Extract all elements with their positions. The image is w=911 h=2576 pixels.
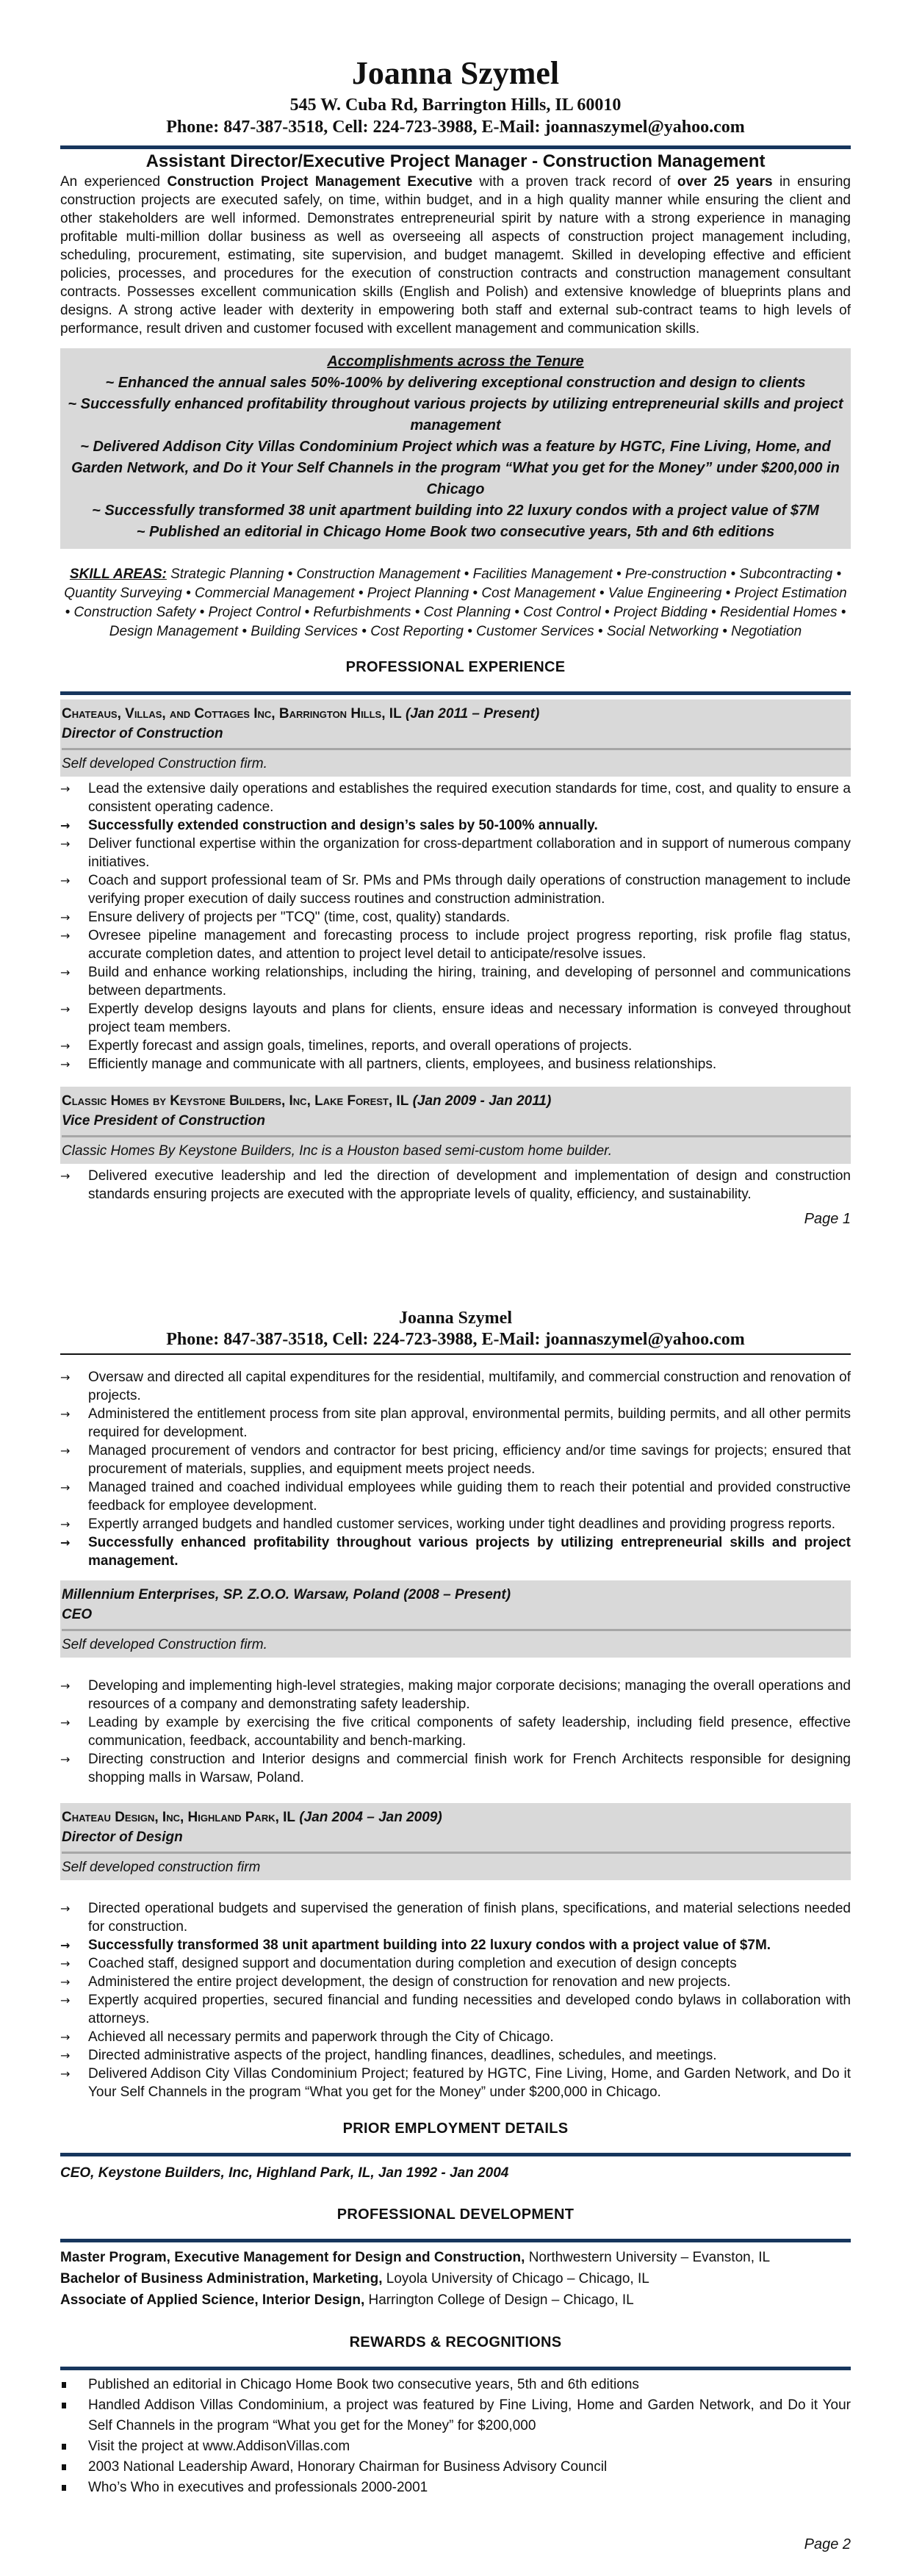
candidate-name: Joanna Szymel: [398, 1309, 512, 1328]
header-divider: [60, 1353, 851, 1355]
job-company: Millennium Enterprises, SP. Z.O.O. Warsaw, Poland (2008 – Present): [62, 1587, 511, 1602]
list-item: → Delivered Addison City Villas Condominium Project; featured by HGTC, Fine Living, Home, and Garden Network, and Do it Your Self Channels in the program “What you get for the Money” under $200,000 in Chicago.: [60, 2066, 851, 2100]
headline: Assistant Director/Executive Project Manager - Construction Management: [145, 151, 766, 171]
square-bullet-icon: [62, 2403, 66, 2408]
skill-areas: [60, 565, 851, 641]
accomplishments-title: Accomplishments across the Tenure: [327, 353, 584, 370]
candidate-name: Joanna Szymel: [351, 55, 560, 91]
job-dates: (Jan 2004 – Jan 2009): [299, 1810, 442, 1825]
job-title: Director of Design: [62, 1830, 183, 1845]
section-divider: [60, 2239, 851, 2242]
school: Harrington College of Design – Chicago, IL: [364, 2292, 634, 2308]
job-title: CEO: [62, 1607, 93, 1622]
arrow-icon: →: [60, 1536, 71, 1550]
degree: Master Program, Executive Management for Design and Construction,: [60, 2250, 525, 2265]
list-item: → Developing and implementing high-level strategies, making major corporate decisions; managing the overall operations and resources of a company and demonstrating safety leadership.: [60, 1678, 851, 1712]
arrow-icon: →: [60, 929, 71, 943]
arrow-icon: →: [60, 1057, 71, 1071]
list-item: → Successfully enhanced profitability throughout various projects by utilizing entrepreneurial skills and project management.: [60, 1535, 851, 1569]
education-item: [60, 2268, 851, 2289]
arrow-icon: →: [60, 1517, 71, 1531]
job-description: Self developed construction firm: [62, 1860, 261, 1875]
job-bullets: [60, 1899, 851, 2101]
job-bullets: [60, 1368, 851, 1570]
square-bullet-icon: [62, 2382, 66, 2388]
arrow-icon: →: [60, 1957, 71, 1971]
square-bullet-icon: [62, 2464, 66, 2470]
list-item: → Administered the entire project development, the design of construction for renovation and new projects.: [60, 1974, 731, 1990]
list-item: → Directing construction and Interior designs and commercial finish work for French Architects responsible for designing shopping malls in Warsaw, Poland.: [60, 1752, 851, 1785]
arrow-icon: →: [60, 1169, 71, 1183]
arrow-icon: →: [60, 1716, 71, 1730]
list-item: → Oversaw and directed all capital expenditures for the residential, multifamily, and commercial construction and renovation of projects.: [60, 1370, 851, 1403]
arrow-icon: →: [60, 1481, 71, 1494]
list-item: → Expertly arranged budgets and handled customer services, working under tight deadlines and providing progress reports.: [60, 1517, 836, 1532]
contact-line: Phone: 847-387-3518, Cell: 224-723-3988, E-Mail: joannaszymel@yahoo.com: [166, 118, 745, 137]
arrow-icon: →: [60, 965, 71, 979]
accomplishment-item: ~ Delivered Addison City Villas Condominium Project which was a feature by HGTC, Fine Living, Home, and Garden Network, and Do it Your Self Channels in the program “What you get for the Money” under $200,000 in Chicago: [71, 439, 840, 497]
list-item: → Ensure delivery of projects per "TCQ" (time, cost, quality) standards.: [60, 910, 511, 925]
page-number: Page 2: [804, 2536, 851, 2552]
page-number: Page 1: [804, 1211, 851, 1227]
section-divider: [60, 691, 851, 695]
job-separator: [62, 1852, 851, 1854]
arrow-icon: →: [60, 874, 71, 888]
arrow-icon: →: [60, 2048, 71, 2062]
arrow-icon: →: [60, 1752, 71, 1766]
address: 545 W. Cuba Rd, Barrington Hills, IL 60010: [289, 96, 622, 115]
degree: Bachelor of Business Administration, Marketing,: [60, 2271, 383, 2287]
list-item: → Managed procurement of vendors and contractor for best pricing, efficiency and/or time savings for projects; ensured that procurement of materials, supplies, and equipment meets project needs.: [60, 1443, 851, 1477]
list-item: Visit the project at www.AddisonVillas.com: [60, 2436, 851, 2457]
list-item: → Expertly acquired properties, secured financial and funding necessities and developed condo bylaws in collaboration with attorneys.: [60, 1993, 851, 2026]
job-separator: [62, 748, 851, 750]
list-item: → Successfully extended construction and design’s sales by 50-100% annually.: [60, 818, 598, 833]
arrow-icon: →: [60, 1370, 71, 1384]
job-company: Chateaus, Villas, and Cottages Inc, Barrington Hills, IL: [62, 706, 402, 722]
accomplishments-box: [60, 348, 851, 549]
education-item: [60, 2247, 851, 2268]
section-title-development: PROFESSIONAL DEVELOPMENT: [336, 2206, 575, 2223]
list-item: → Coached staff, designed support and documentation during completion and execution of design concepts: [60, 1956, 737, 1971]
header-divider: [60, 145, 851, 149]
list-item: → Efficiently manage and communicate with all partners, clients, employees, and business relationships.: [60, 1057, 717, 1072]
arrow-icon: →: [60, 1993, 71, 2007]
list-item: → Expertly forecast and assign goals, timelines, reports, and overall operations of projects.: [60, 1038, 633, 1054]
arrow-icon: →: [60, 1444, 71, 1458]
list-item: → Expertly develop designs layouts and plans for clients, ensure ideas and necessary information is conveyed throughout project team members.: [60, 1001, 851, 1035]
list-item: 2003 National Leadership Award, Honorary Chairman for Business Advisory Council: [60, 2457, 851, 2478]
summary-text: with a proven track record of: [472, 174, 677, 190]
job-header: [60, 1580, 851, 1658]
square-bullet-icon: [62, 2444, 66, 2450]
section-title-prior-employment: PRIOR EMPLOYMENT DETAILS: [342, 2120, 569, 2137]
school: Loyola University of Chicago – Chicago, IL: [382, 2271, 649, 2287]
arrow-icon: →: [60, 1975, 71, 1989]
list-item: → Administered the entitlement process from site plan approval, environmental permits, building permits, and all other permits required for development.: [60, 1406, 851, 1440]
list-item: → Coach and support professional team of Sr. PMs and PMs through daily operations of construction management to include verifying proper execution of daily success routines and construction administration.: [60, 873, 851, 907]
list-item: Handled Addison Villas Condominium, a project was featured by Fine Living, Home and Garden Network, and Do it Your Self Channels in the program “What you get for the Money” for $200,000: [60, 2395, 851, 2436]
section-divider: [60, 2153, 851, 2156]
list-item: → Build and enhance working relationships, including the hiring, training, and developing of personnel and communications between departments.: [60, 965, 851, 999]
list-item: → Delivered executive leadership and led the direction of development and implementation of design and construction standards ensuring projects are executed with the appropriate levels of quality, efficiency, and sustainability.: [60, 1168, 851, 1202]
list-item: → Lead the extensive daily operations and establishes the required execution standards for time, cost, and quality to ensure a consistent operating cadence.: [60, 781, 851, 815]
list-item: Who’s Who in executives and professionals 2000-2001: [60, 2478, 851, 2498]
list-item: → Directed administrative aspects of the project, handling finances, deadlines, schedules, and meetings.: [60, 2048, 717, 2063]
list-item: → Deliver functional expertise within the organization for cross-department collaboration and in support of numerous company initiatives.: [60, 836, 851, 870]
section-title-experience: PROFESSIONAL EXPERIENCE: [345, 659, 566, 675]
summary-emphasis: over 25 years: [677, 174, 773, 190]
skill-areas-list: Strategic Planning • Construction Management • Facilities Management • Pre-construction • Subcontracting • Quantity Surveying • Commercial Management • Project Planning • Cost Management • Value Engineering • Project Estimation • Construction Safety • Project Control • Refurbishments • Cost Planning • Cost Control • Project Bidding • Residential Homes • Design Management • Building Services • Cost Reporting • Customer Services • Social Networking • Negotiation: [64, 566, 847, 639]
section-title-rewards: REWARDS & RECOGNITIONS: [349, 2334, 562, 2350]
school: Northwestern University – Evanston, IL: [525, 2250, 771, 2265]
accomplishment-item: ~ Published an editorial in Chicago Home Book two consecutive years, 5th and 6th editions: [136, 524, 775, 540]
accomplishment-item: ~ Successfully transformed 38 unit apartment building into 22 luxury condos with a project value of $7M: [92, 503, 819, 519]
arrow-icon: →: [60, 2030, 71, 2044]
arrow-icon: →: [60, 1002, 71, 1016]
job-company: Classic Homes by Keystone Builders, Inc, Lake Forest, IL: [62, 1093, 409, 1109]
arrow-icon: →: [60, 1938, 71, 1952]
job-bullets: [60, 780, 851, 1073]
degree: Associate of Applied Science, Interior Design,: [60, 2292, 365, 2308]
list-item: → Ovresee pipeline management and forecasting process to include project progress reporting, risk profile flag status, accurate completion dates, and attention to project level detail to anticipate/resolve issues.: [60, 928, 851, 962]
job-bullets: [60, 1677, 851, 1787]
accomplishment-item: ~ Successfully enhanced profitability throughout various projects by utilizing entrepreneurial skills and project management: [68, 396, 843, 433]
job-dates: (Jan 2011 – Present): [405, 706, 540, 722]
arrow-icon: →: [60, 1039, 71, 1053]
page-2: [60, 1308, 851, 2498]
list-item: → Successfully transformed 38 unit apartment building into 22 luxury condos with a project value of $7M.: [60, 1938, 771, 1953]
job-description: Self developed Construction firm.: [62, 1637, 267, 1652]
job-description: Self developed Construction firm.: [62, 756, 267, 771]
summary-text: An experienced: [60, 174, 168, 190]
rewards-list: [60, 2375, 851, 2498]
arrow-icon: →: [60, 1407, 71, 1421]
skill-areas-label: SKILL AREAS:: [69, 566, 167, 582]
prior-employment-entry: CEO, Keystone Builders, Inc, Highland Park, IL, Jan 1992 - Jan 2004: [60, 2165, 509, 2181]
job-header: [60, 699, 851, 777]
arrow-icon: →: [60, 837, 71, 851]
summary-emphasis: Construction Project Management Executive: [167, 174, 473, 190]
job-bullets: [60, 1167, 851, 1204]
job-title: Director of Construction: [62, 726, 223, 741]
list-item: → Leading by example by exercising the five critical components of safety leadership, including field presence, effective communication, feedback, accountability and bench-marking.: [60, 1715, 851, 1749]
job-separator: [62, 1629, 851, 1631]
page-1: [60, 56, 851, 1204]
job-description: Classic Homes By Keystone Builders, Inc is a Houston based semi-custom home builder.: [62, 1143, 613, 1159]
contact-line: Phone: 847-387-3518, Cell: 224-723-3988, E-Mail: joannaszymel@yahoo.com: [166, 1330, 745, 1349]
job-company: Chateau Design, Inc, Highland Park, IL: [62, 1810, 296, 1825]
square-bullet-icon: [62, 2485, 66, 2491]
summary-text: in ensuring construction projects are executed safely, on time, within budget, and in a high quality manner while ensuring the client and other stakeholders are well informed. Demonstrates entrepreneurial spirit by nature with a strong experience in managing profitable multi-million dollar business as well as overseeing all aspects of construction project management including, scheduling, procurement, estimating, site supervision, and budget managemt. Skilled in developing effective and efficient policies, processes, and procedures for the execution of construction contracts and construction management consultant contracts. Possesses excellent communication skills (English and Polish) and extensive knowledge of blueprints plans and designs. A strong active leader with dexterity in empowering both staff and external sub-contract teams to high levels of performance, result driven and customer focused with excellent management and communication skills.: [60, 174, 851, 337]
arrow-icon: →: [60, 782, 71, 796]
job-separator: [62, 1135, 851, 1137]
arrow-icon: →: [60, 910, 71, 924]
job-dates: (Jan 2009 - Jan 2011): [412, 1093, 552, 1109]
education-item: [60, 2289, 851, 2311]
arrow-icon: →: [60, 1679, 71, 1693]
list-item: Published an editorial in Chicago Home Book two consecutive years, 5th and 6th editions: [60, 2375, 851, 2395]
accomplishment-item: ~ Enhanced the annual sales 50%-100% by delivering exceptional construction and design to clients: [105, 375, 806, 391]
list-item: → Managed trained and coached individual employees while guiding them to reach their potential and provided constructive feedback for employee development.: [60, 1480, 851, 1514]
arrow-icon: →: [60, 1902, 71, 1915]
summary: [60, 173, 851, 338]
job-header: [60, 1803, 851, 1880]
job-header: [60, 1087, 851, 1164]
arrow-icon: →: [60, 2067, 71, 2081]
list-item: → Achieved all necessary permits and paperwork through the City of Chicago.: [60, 2029, 554, 2045]
education-list: [60, 2247, 851, 2311]
arrow-icon: →: [60, 819, 71, 832]
job-title: Vice President of Construction: [62, 1113, 265, 1129]
section-divider: [60, 2367, 851, 2370]
list-item: → Directed operational budgets and supervised the generation of finish plans, specifications, and material selections needed for construction.: [60, 1901, 851, 1935]
